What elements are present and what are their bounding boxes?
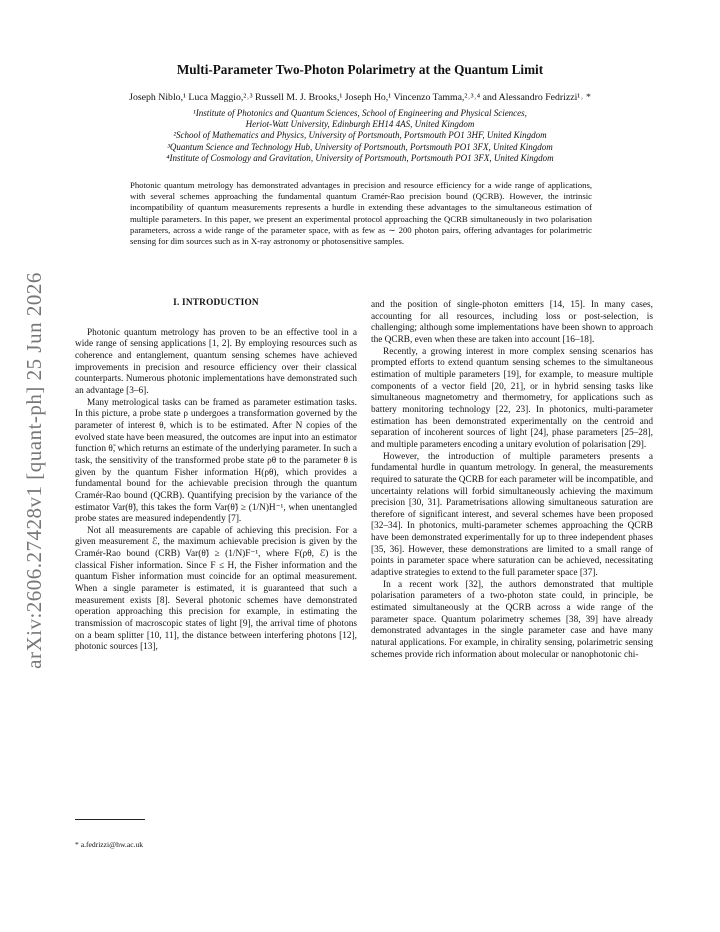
arxiv-stamp xyxy=(22,250,46,690)
footnote-email: * a.fedrizzi@hw.ac.uk xyxy=(75,840,144,849)
affiliation-line: ¹Institute of Photonics and Quantum Sciences, School of Engineering and Physical Sciences, xyxy=(193,108,527,118)
body-paragraph: and the position of single-photon emitters [14, 15]. In many cases, accounting for all resources, including loss or post-selection, is challenging; although some implementations have been shown to approach the QCRB, even when these are taken into account [16–18]. xyxy=(371,300,653,345)
footnote-rule xyxy=(75,819,145,820)
body-paragraph: Not all measurements are capable of achieving this precision. For a given measurement ℰ, the maximum achievable precision is given by the Cramér-Rao bound (CRB) Var(θ̃) ≥ (1/N)F⁻¹, where F(ρθ, ℰ) is the classical Fisher information. Since F ≤ H, the Fisher information and the quantum Fisher information must coincide for an optimal measurement. When a single parameter is estimated, it is guaranteed that such a measurement exists [8]. Several photonic schemes have demonstrated operation approaching this precision for example, in estimating the transmission of macroscopic states of light [9], the arrival time of photons on a beam splitter [10, 11], the distance between interfering photons [12], photonic sources [13], xyxy=(75,525,357,653)
paper-title: Multi-Parameter Two-Photon Polarimetry at the Quantum Limit xyxy=(176,62,544,77)
right-column xyxy=(371,300,653,661)
body-paragraph: However, the introduction of multiple parameters presents a fundamental hurdle in quantum metrology. In general, the measurements required to saturate the QCRB for each parameter will be incompatible, and uncertainty relations will forbid simultaneously achieving the maximum precision [30, 31]. Parametrisations allowing simultaneous saturation are therefore of significant interest, and several schemes have been proposed [32–34]. In photonics, multi-parameter schemes approaching the QCRB have been demonstrated experimentally for up to three independent phases [35, 36]. However, these demonstrations are limited to a small range of points in parameter space where saturation can be achieved, necessitating adaptive strategies to extend to the full parameter space [37]. xyxy=(371,451,653,579)
body-paragraph: In a recent work [32], the authors demonstrated that multiple polarisation parameters of a two-photon state could, in principle, be estimated simultaneously at the QCRB across a wide range of the parameter space. Quantum polarimetry schemes [38, 39] have already demonstrated advantages in the single parameter case and have many natural applications. For example, in chirality sensing, polarimetric sensing schemes provide rich information about molecular or nanophotonic chi- xyxy=(371,579,653,660)
body-paragraph: Photonic quantum metrology has proven to be an effective tool in a wide range of sensing applications [1, 2]. By employing resources such as coherence and entanglement, quantum sensing schemes have achieved improvements in precision and resource efficiency over their classical counterparts. Numerous photonic implementations have demonstrated such an advantage [3–6]. xyxy=(75,327,357,396)
arxiv-stamp-text: arXiv:2606.27428v1 [quant-ph] 25 Jun 2026 xyxy=(21,271,46,669)
affiliation-line: ⁴Institute of Cosmology and Gravitation, University of Portsmouth, Portsmouth PO1 3FX, United Kingdom xyxy=(166,152,554,163)
section-heading: I. INTRODUCTION xyxy=(173,298,259,308)
left-column xyxy=(75,298,357,654)
author-list: Joseph Niblo,¹ Luca Maggio,²˒³ Russell M. J. Brooks,¹ Joseph Ho,¹ Vincenzo Tamma,²˒³˒⁴ and Alessandro Fedrizzi¹˒ * xyxy=(129,92,591,103)
affiliations xyxy=(80,108,640,164)
body-paragraph: Recently, a growing interest in more complex sensing scenarios has prompted efforts to extend quantum sensing schemes to the simultaneous estimation of multiple parameters [19], for example, to measure multiple components of a vector field [20, 21], or in hybrid sensing tasks like simultaneous magnetometry and thermometry, for applications such as battery monitoring technology [22, 23]. In photonics, multi-parameter estimation has been demonstrated experimentally on the centroid and separation of incoherent sources of light [24], phase parameters [25–28], and multiple parameters encoding a unitary evolution of polarisation [29]. xyxy=(371,346,653,450)
body-paragraph: Many metrological tasks can be framed as parameter estimation tasks. In this picture, a probe state ρ undergoes a transformation governed by the parameter of interest θ, which is to be estimated. After N copies of the evolved state have been measured, the outcomes are input into an estimator function θ̃, which returns an estimate of the underlying parameter. In such a task, the sensitivity of the transformed probe state ρθ to the parameter θ is given by the quantum Fisher information H(ρθ), which provides a fundamental bound for the achievable precision through the quantum Cramér-Rao bound (QCRB). Quantifying precision by the variance of the estimator Var(θ̃), this takes the form Var(θ̃) ≥ (1/N)H⁻¹, when unentangled probe states are measured independently [7]. xyxy=(75,397,357,525)
affiliation-line: Heriot-Watt University, Edinburgh EH14 4AS, United Kingdom xyxy=(245,119,475,130)
abstract: Photonic quantum metrology has demonstrated advantages in precision and resource efficiency for a wide range of applications, with several schemes approaching the fundamental quantum Cramér-Rao precision bound (QCRB). However, the intrinsic incompatibility of quantum measurements represents a hurdle in extending these advantages to the simultaneous estimation of multiple parameters. In this paper, we present an experimental protocol approaching the QCRB simultaneously in two polarisation parameters, across a wide range of the parameter space, with as few as ∼ 200 photon pairs, offering advantages for polarimetric sensing for dim sources such as in X-ray astronomy or photosensitive samples. xyxy=(130,180,592,247)
affiliation-line: ²School of Mathematics and Physics, University of Portsmouth, Portsmouth PO1 3HF, United Kingdom xyxy=(173,130,547,141)
affiliation-line: ³Quantum Science and Technology Hub, University of Portsmouth, Portsmouth PO1 3FX, United Kingdom xyxy=(167,141,553,152)
